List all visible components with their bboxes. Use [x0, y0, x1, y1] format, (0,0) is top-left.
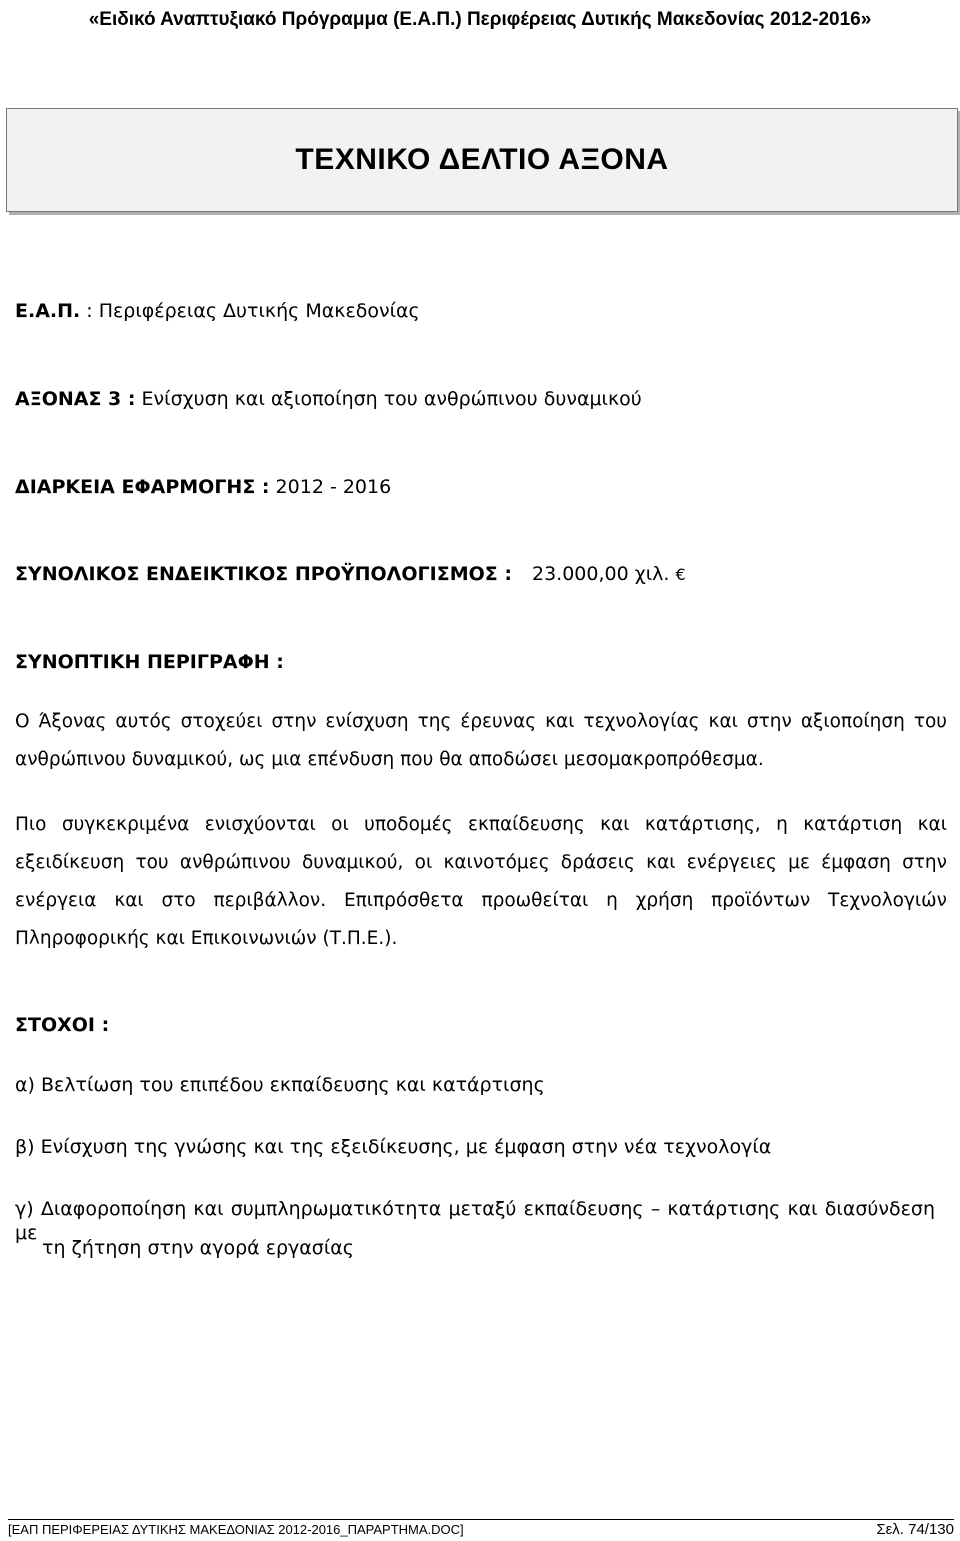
budget-value: 23.000,00 χιλ. [532, 563, 670, 585]
summary-paragraph-1: Ο Άξονας αυτός στοχεύει στην ενίσχυση της έρευνας και τεχνολογίας και στην αξιοποίηση του ανθρώπινου δυναμικού, ως μια επένδυση που θα αποδώσει μεσομακροπρόθεσμα. [15, 711, 947, 770]
page-title: ΤΕΧΝΙΚΟ ΔΕΛΤΙΟ ΑΞΟΝΑ [295, 143, 669, 176]
goal-item-c-continuation: τη ζήτηση στην αγορά εργασίας [42, 1237, 354, 1259]
title-box [6, 108, 958, 212]
budget-label: ΣΥΝΟΛΙΚΟΣ ΕΝΔΕΙΚΤΙΚΟΣ ΠΡΟΫΠΟΛΟΓΙΣΜΟΣ : [15, 563, 512, 585]
axis-label: ΑΞΟΝΑΣ 3 : [15, 388, 136, 410]
eap-field [15, 299, 420, 323]
page-header: «Ειδικό Αναπτυξιακό Πρόγραμμα (Ε.Α.Π.) Περιφέρειας Δυτικής Μακεδονίας 2012-2016» [88, 9, 872, 30]
eap-label: Ε.Α.Π. [15, 300, 81, 322]
axis-value: Ενίσχυση και αξιοποίηση του ανθρώπινου δυναμικού [135, 388, 642, 410]
eap-value: : Περιφέρειας Δυτικής Μακεδονίας [80, 300, 420, 322]
axis-field [15, 387, 642, 411]
goal-item-c: γ) Διαφοροποίηση και συμπληρωματικότητα μεταξύ εκπαίδευσης – κατάρτισης και διασύνδεση με [15, 1198, 935, 1244]
summary-paragraph-2: Πιο συγκεκριμένα ενισχύονται οι υποδομές εκπαίδευσης και κατάρτισης, η κατάρτιση και εξειδίκευση του ανθρώπινου δυναμικού, οι καινοτόμες δράσεις και ενέργειες με έμφαση στην ενέργεια και στο περιβάλλον. Επιπρόσθετα προωθείται η χρήση προϊόντων Τεχνολογιών Πληροφορικής και Επικοινωνιών (Τ.Π.Ε.). [15, 814, 947, 949]
footer-divider [8, 1519, 954, 1520]
euro-icon: € [675, 565, 686, 584]
duration-value: 2012 - 2016 [269, 476, 392, 498]
goal-item-b: β) Ενίσχυση της γνώσης και της εξειδίκευσης, με έμφαση στην νέα τεχνολογία [15, 1136, 772, 1158]
duration-field [15, 475, 391, 499]
goals-label: ΣΤΟΧΟΙ : [15, 1014, 110, 1036]
summary-label: ΣΥΝΟΠΤΙΚΗ ΠΕΡΙΓΡΑΦΗ : [15, 651, 284, 673]
duration-label: ΔΙΑΡΚΕΙΑ ΕΦΑΡΜΟΓΗΣ : [15, 476, 270, 498]
footer-page-number: Σελ. 74/130 [876, 1521, 954, 1538]
footer-document-name: [ΕΑΠ ΠΕΡΙΦΕΡΕΙΑΣ ΔΥΤΙΚΗΣ ΜΑΚΕΔΟΝΙΑΣ 2012-2016_ΠΑΡΑΡΤΗΜΑ.DOC] [8, 1522, 464, 1537]
goal-item-a: α) Βελτίωση του επιπέδου εκπαίδευσης και κατάρτισης [15, 1074, 545, 1096]
page-footer [8, 1521, 954, 1539]
budget-field [15, 562, 686, 587]
